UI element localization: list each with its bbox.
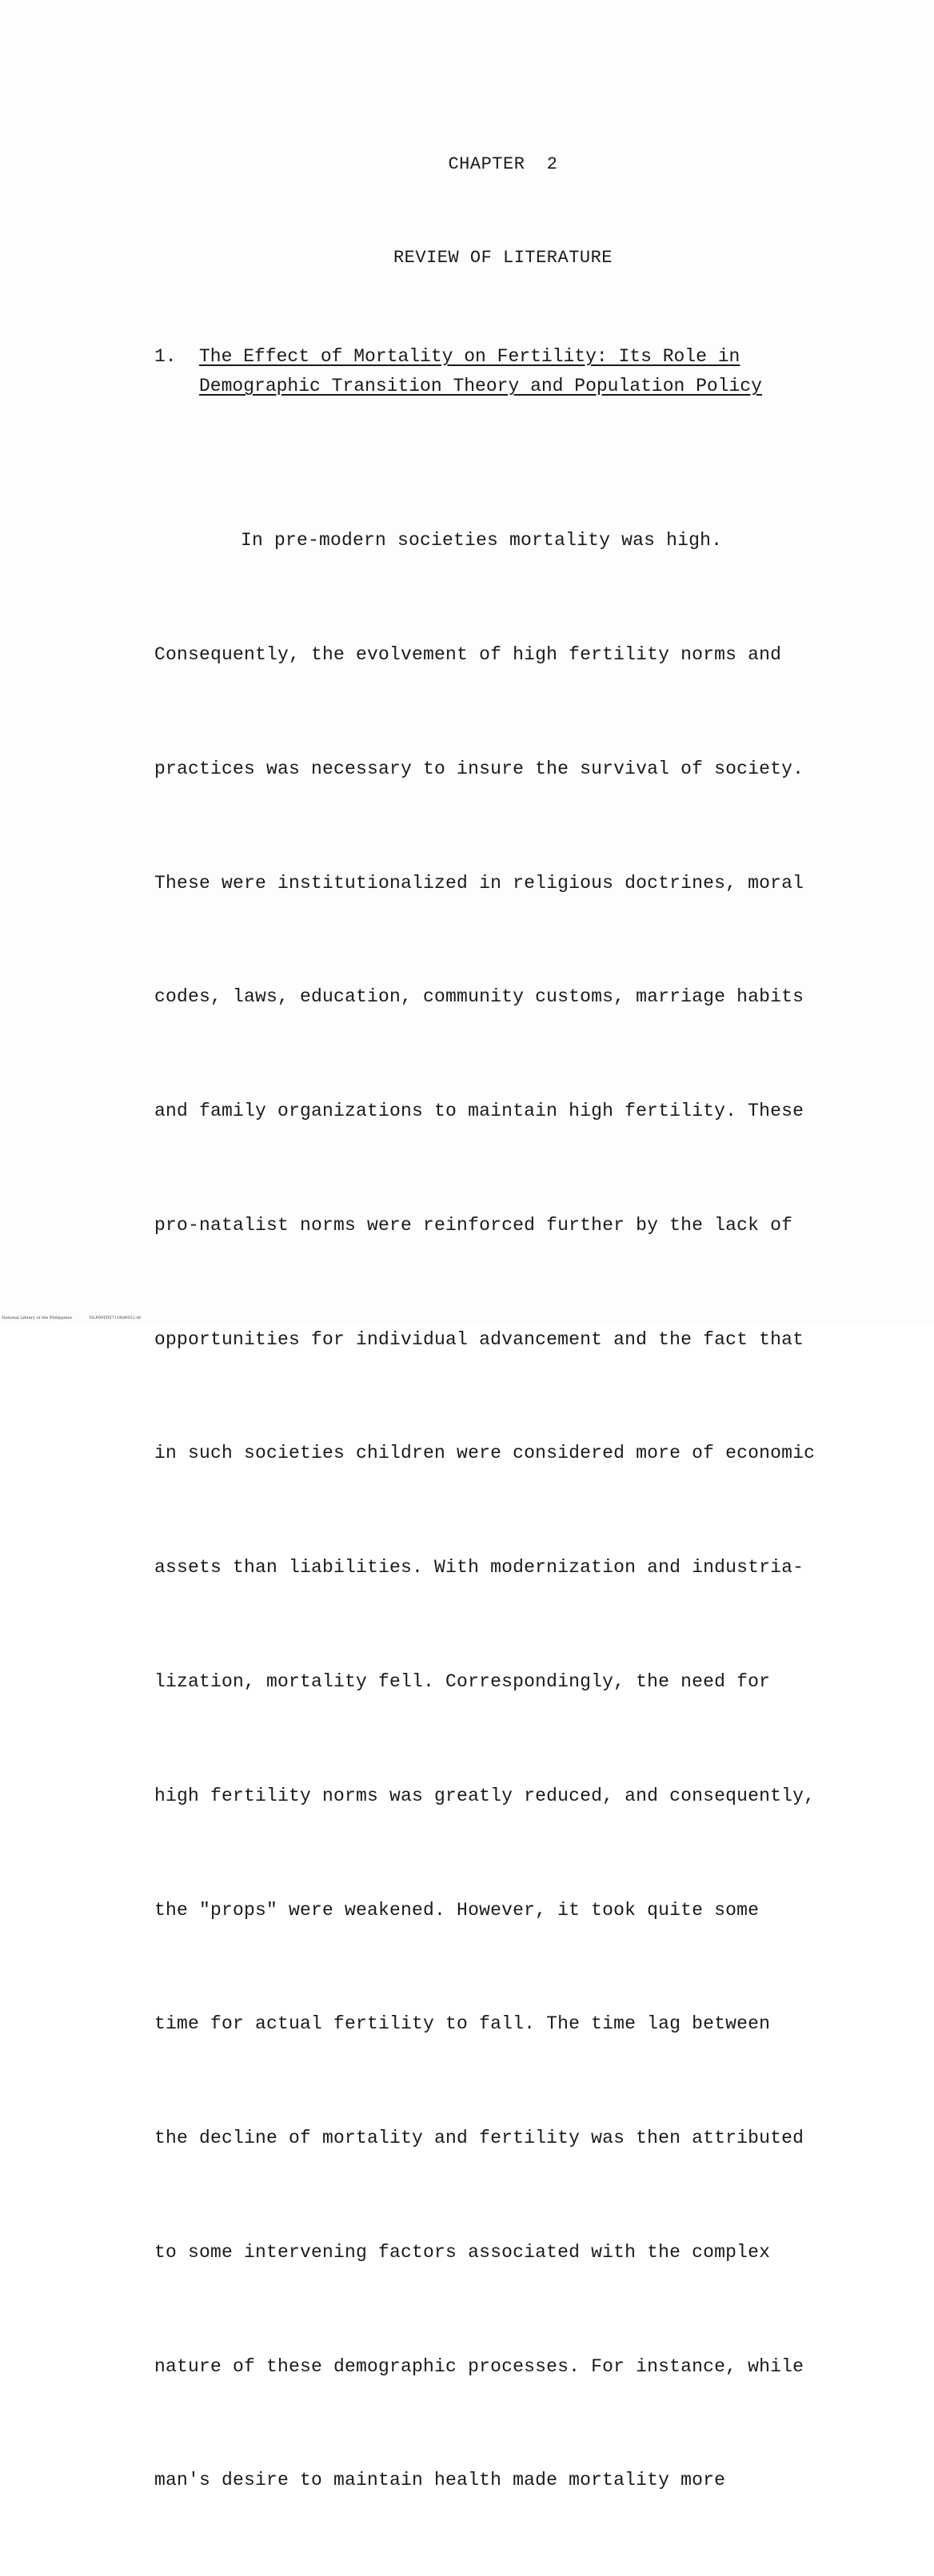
subsection-title-line: Demographic Transition Theory and Population Policy — [199, 376, 762, 396]
paragraph-line: pro-natalist norms were reinforced further by the lack of — [154, 1214, 793, 1236]
section-heading: REVIEW OF LITERATURE — [393, 248, 613, 268]
paragraph-line: practices was necessary to insure the survival of society. — [154, 758, 804, 779]
paragraph-line: time for actual fertility to fall. The time lag between — [154, 2013, 771, 2035]
chapter-heading: CHAPTER 2 — [448, 154, 558, 174]
paragraph-line: high fertility norms was greatly reduced, and consequently, — [154, 1785, 816, 1806]
paragraph-line: nature of these demographic processes. For instance, while — [154, 2355, 804, 2377]
subsection-title-line: The Effect of Mortality on Fertility: Its Role in — [199, 346, 740, 367]
subsection-title — [199, 342, 762, 401]
footer-file: NLP00TD5711ftd0012.tif — [89, 1316, 141, 1320]
body-paragraph — [154, 446, 842, 2576]
scan-footer — [2, 1316, 141, 1320]
subsection-number: 1. — [154, 346, 177, 367]
paragraph-line: Consequently, the evolvement of high fertility norms and — [154, 643, 782, 665]
paragraph-line: assets than liabilities. With modernization and industria- — [154, 1557, 804, 1579]
paragraph-line: lization, mortality fell. Correspondingly, the need for — [154, 1671, 771, 1692]
footer-library: National Library of the Philippines — [2, 1316, 73, 1320]
paragraph-line: the decline of mortality and fertility was then attributed — [154, 2128, 804, 2149]
paragraph-line: opportunities for individual advancement and the fact that — [154, 1328, 804, 1350]
paragraph-line: codes, laws, education, community customs, marriage habits — [154, 986, 804, 1008]
paragraph-line: and family organizations to maintain high fertility. These — [154, 1101, 804, 1122]
paragraph-line: In pre-modern societies mortality was high. — [241, 530, 723, 551]
paragraph-line: to some intervening factors associated with the complex — [154, 2241, 771, 2263]
paragraph-line: These were institutionalized in religious doctrines, moral — [154, 872, 804, 894]
paragraph-line: in such societies children were considered more of economic — [154, 1443, 816, 1464]
paragraph-line: man's desire to maintain health made mortality more — [154, 2470, 726, 2491]
paragraph-line: the "props" were weakened. However, it took quite some — [154, 1899, 760, 1921]
